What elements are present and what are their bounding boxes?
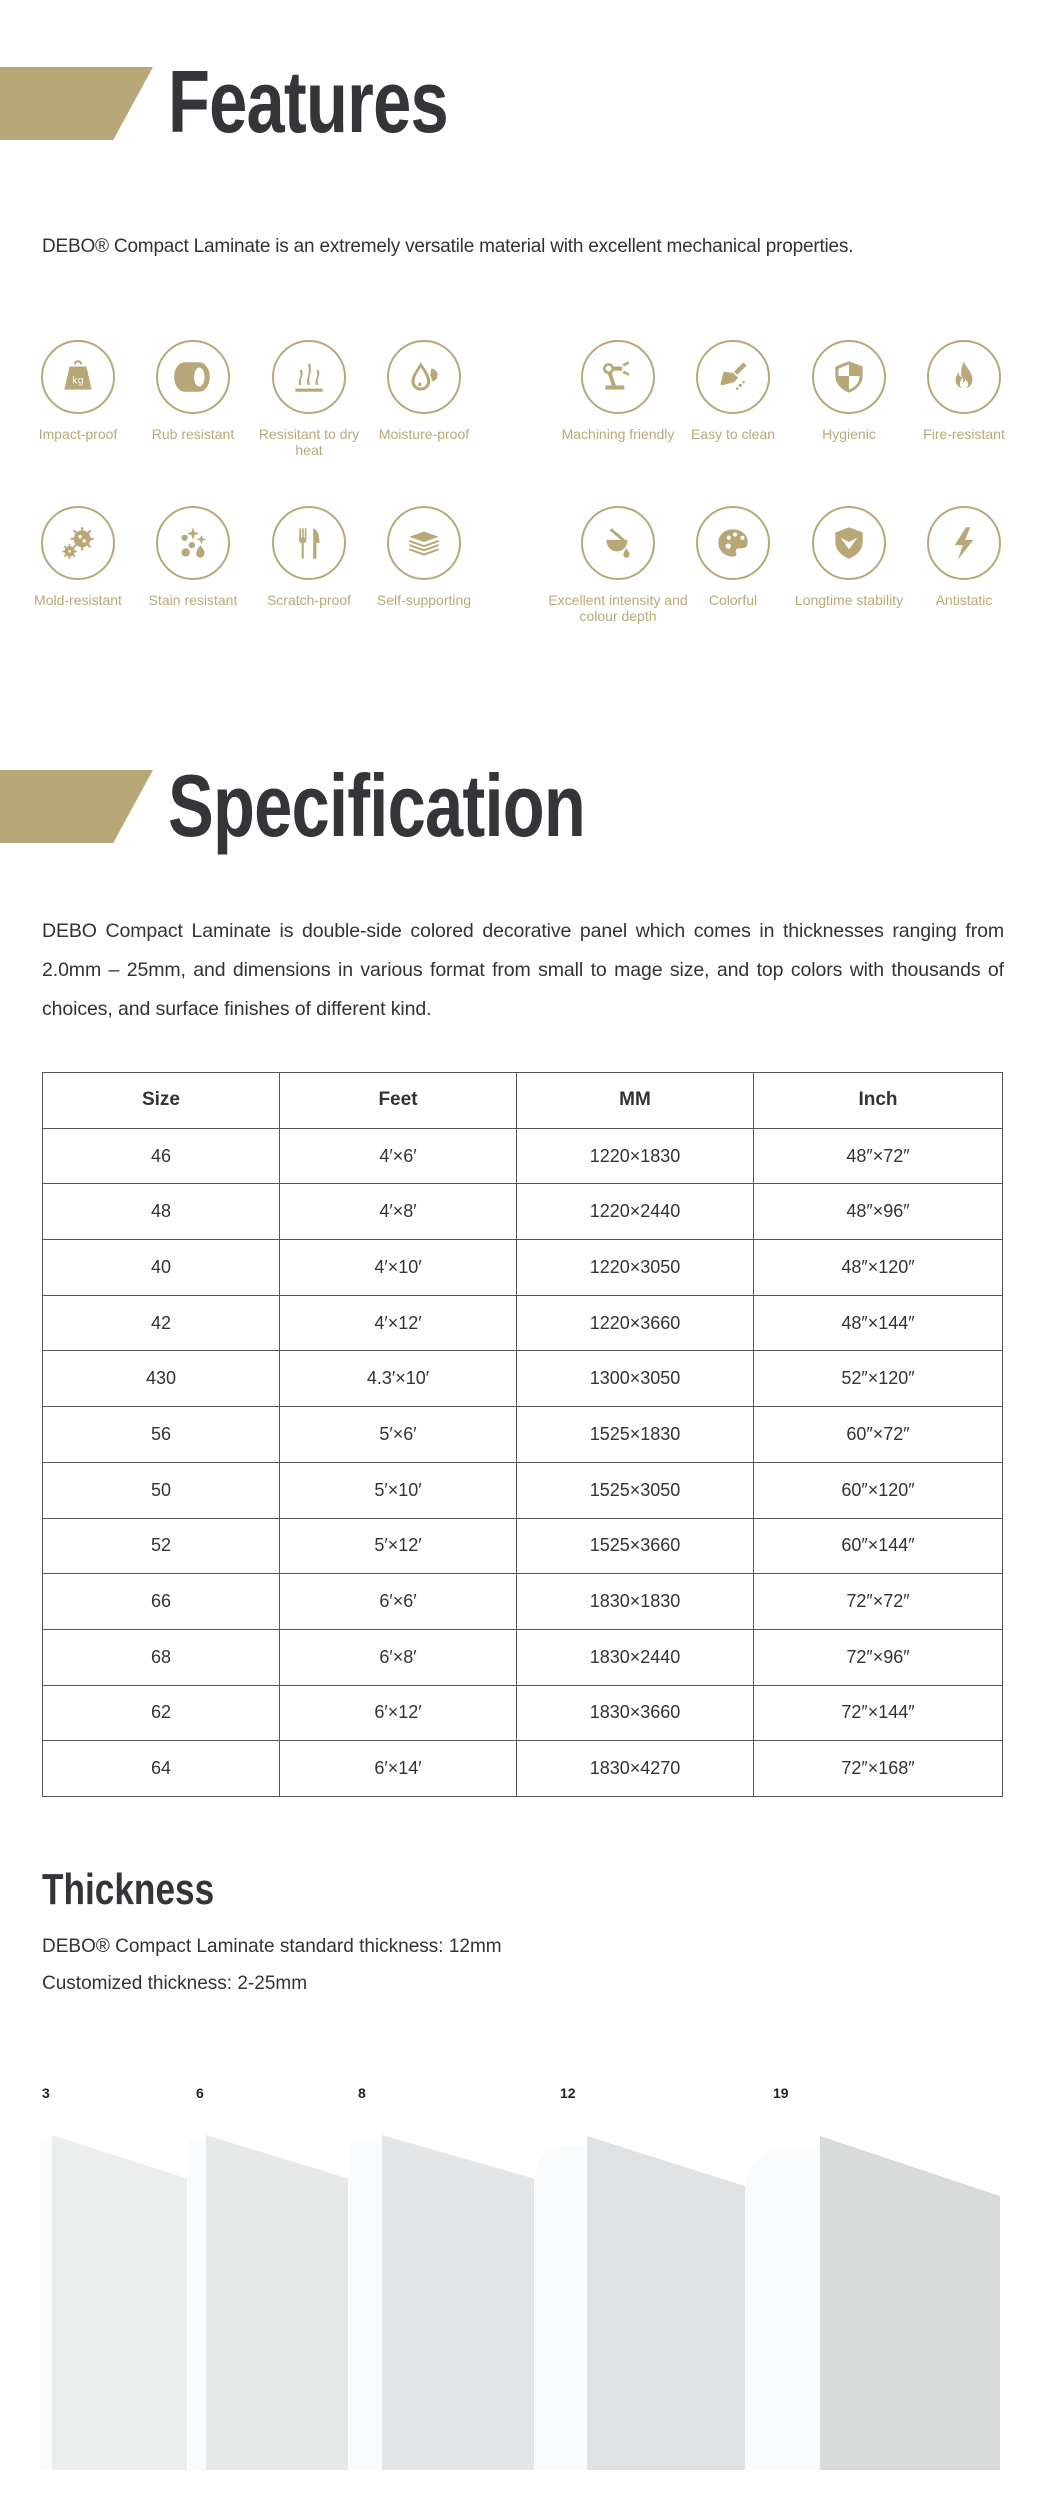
cell-feet: 4.3′×10′ bbox=[280, 1351, 517, 1407]
feature-mold-resistant bbox=[13, 506, 143, 608]
heat-waves-icon bbox=[288, 356, 330, 398]
header-inch: Inch bbox=[754, 1073, 1003, 1129]
cell-mm: 1300×3050 bbox=[517, 1351, 754, 1407]
cell-size: 430 bbox=[43, 1351, 280, 1407]
cell-mm: 1220×2440 bbox=[517, 1184, 754, 1240]
header-feet: Feet bbox=[280, 1073, 517, 1129]
feature-label: Rub resistant bbox=[151, 426, 235, 442]
lightning-icon bbox=[943, 522, 985, 564]
cell-size: 46 bbox=[43, 1128, 280, 1184]
cell-mm: 1830×2440 bbox=[517, 1629, 754, 1685]
feature-self-supporting bbox=[359, 506, 489, 608]
cell-mm: 1220×3660 bbox=[517, 1295, 754, 1351]
features-title: Features bbox=[168, 52, 448, 151]
cell-feet: 5′×12′ bbox=[280, 1518, 517, 1574]
header-size: Size bbox=[43, 1073, 280, 1129]
mold-spores-icon bbox=[57, 522, 99, 564]
feature-fire-resistant bbox=[899, 340, 1029, 442]
cell-mm: 1525×3660 bbox=[517, 1518, 754, 1574]
cell-mm: 1220×1830 bbox=[517, 1128, 754, 1184]
cell-size: 42 bbox=[43, 1295, 280, 1351]
table-row bbox=[43, 1128, 1003, 1184]
water-drop-icon bbox=[403, 356, 445, 398]
feature-hygienic bbox=[784, 340, 914, 442]
feature-impact-proof bbox=[13, 340, 143, 442]
sample-edge bbox=[350, 2142, 382, 2470]
paint-bucket-icon bbox=[597, 522, 639, 564]
feature-label: Mold-resistant bbox=[34, 592, 122, 608]
cell-inch: 72″×168″ bbox=[754, 1741, 1003, 1797]
cell-feet: 6′×8′ bbox=[280, 1629, 517, 1685]
cell-inch: 72″×144″ bbox=[754, 1685, 1003, 1741]
cell-inch: 48″×96″ bbox=[754, 1184, 1003, 1240]
sample-label-19: 19 bbox=[773, 2085, 789, 2101]
feature-label: Moisture-proof bbox=[378, 426, 470, 442]
sample-label-8: 8 bbox=[358, 2085, 366, 2101]
cell-inch: 48″×120″ bbox=[754, 1240, 1003, 1296]
sample-edge bbox=[535, 2146, 587, 2470]
thickness-title: Thickness bbox=[42, 1865, 215, 1914]
feature-scratch-proof bbox=[244, 506, 374, 608]
feature-antistatic bbox=[899, 506, 1029, 608]
sample-panel-8 bbox=[382, 2135, 534, 2470]
cell-size: 52 bbox=[43, 1518, 280, 1574]
table-row bbox=[43, 1295, 1003, 1351]
flame-icon bbox=[943, 356, 985, 398]
cell-feet: 6′×14′ bbox=[280, 1741, 517, 1797]
feature-colour-depth bbox=[548, 506, 688, 624]
cell-feet: 5′×6′ bbox=[280, 1407, 517, 1463]
feature-moisture-proof bbox=[359, 340, 489, 442]
cell-size: 50 bbox=[43, 1462, 280, 1518]
shield-icon bbox=[828, 356, 870, 398]
feature-label: Easy to clean bbox=[690, 426, 776, 442]
sample-edge bbox=[745, 2148, 820, 2470]
cell-inch: 48″×72″ bbox=[754, 1128, 1003, 1184]
cell-inch: 60″×72″ bbox=[754, 1407, 1003, 1463]
cell-feet: 4′×6′ bbox=[280, 1128, 517, 1184]
cell-feet: 4′×8′ bbox=[280, 1184, 517, 1240]
specification-paragraph: DEBO Compact Laminate is double-side colored decorative panel which comes in thicknesses ranging from 2.0mm – 25mm, and dimensions in various format from small to mage size, and top colors with thousands of choices, and surface finishes of different kind. bbox=[42, 920, 1004, 1020]
feature-longtime-stability bbox=[784, 506, 914, 608]
feature-label: Scratch-proof bbox=[266, 592, 352, 608]
feature-label: Longtime stability bbox=[794, 592, 904, 608]
table-row bbox=[43, 1407, 1003, 1463]
cell-inch: 48″×144″ bbox=[754, 1295, 1003, 1351]
sample-label-6: 6 bbox=[196, 2085, 204, 2101]
customized-thickness: Customized thickness: 2-25mm bbox=[42, 1973, 308, 1994]
feature-label: Hygienic bbox=[822, 426, 876, 442]
sample-label-3: 3 bbox=[42, 2085, 50, 2101]
features-accent-banner bbox=[0, 67, 153, 140]
feature-stain-resistant bbox=[128, 506, 258, 608]
feature-label: Resisitant to dry heat bbox=[258, 426, 360, 458]
table-row bbox=[43, 1351, 1003, 1407]
table-header-row bbox=[43, 1073, 1003, 1129]
sample-panel-3 bbox=[52, 2135, 187, 2470]
table-row bbox=[43, 1518, 1003, 1574]
feature-machining-friendly bbox=[553, 340, 683, 442]
sample-edge bbox=[188, 2140, 206, 2470]
cell-mm: 1830×4270 bbox=[517, 1741, 754, 1797]
cell-size: 66 bbox=[43, 1574, 280, 1630]
cell-size: 68 bbox=[43, 1629, 280, 1685]
weight-kg-icon bbox=[57, 356, 99, 398]
broom-icon bbox=[712, 356, 754, 398]
feature-colorful bbox=[668, 506, 798, 608]
specification-title: Specification bbox=[168, 756, 586, 855]
cell-size: 56 bbox=[43, 1407, 280, 1463]
svg-text:kg: kg bbox=[72, 375, 84, 387]
features-intro: DEBO® Compact Laminate is an extremely versatile material with excellent mechanical properties. bbox=[42, 236, 854, 257]
cell-inch: 72″×96″ bbox=[754, 1629, 1003, 1685]
cell-size: 48 bbox=[43, 1184, 280, 1240]
sample-edge bbox=[40, 2140, 52, 2470]
cell-mm: 1830×3660 bbox=[517, 1685, 754, 1741]
cell-feet: 4′×10′ bbox=[280, 1240, 517, 1296]
sample-panel-6 bbox=[206, 2135, 348, 2470]
feature-label: Self-supporting bbox=[376, 592, 472, 608]
cell-feet: 6′×12′ bbox=[280, 1685, 517, 1741]
shield-check-icon bbox=[828, 522, 870, 564]
table-row bbox=[43, 1685, 1003, 1741]
table-row bbox=[43, 1462, 1003, 1518]
cell-inch: 72″×72″ bbox=[754, 1574, 1003, 1630]
cell-inch: 60″×120″ bbox=[754, 1462, 1003, 1518]
standard-thickness: DEBO® Compact Laminate standard thickness: 12mm bbox=[42, 1936, 502, 1957]
cell-mm: 1220×3050 bbox=[517, 1240, 754, 1296]
table-row bbox=[43, 1574, 1003, 1630]
table-row bbox=[43, 1184, 1003, 1240]
sample-label-12: 12 bbox=[560, 2085, 576, 2101]
cell-mm: 1830×1830 bbox=[517, 1574, 754, 1630]
robot-arm-icon bbox=[597, 356, 639, 398]
cell-mm: 1525×1830 bbox=[517, 1407, 754, 1463]
size-table bbox=[42, 1072, 1003, 1797]
sparkle-drops-icon bbox=[172, 522, 214, 564]
sample-panel-19 bbox=[820, 2136, 1000, 2470]
sample-panel-12 bbox=[587, 2136, 745, 2470]
cell-inch: 52″×120″ bbox=[754, 1351, 1003, 1407]
table-row bbox=[43, 1240, 1003, 1296]
feature-rub-resistant bbox=[128, 340, 258, 442]
tire-icon bbox=[172, 356, 214, 398]
cell-feet: 5′×10′ bbox=[280, 1462, 517, 1518]
feature-label: Impact-proof bbox=[38, 426, 118, 442]
feature-label: Fire-resistant bbox=[923, 426, 1005, 442]
feature-label: Excellent intensity and colour depth bbox=[548, 592, 688, 624]
stacked-layers-icon bbox=[403, 522, 445, 564]
table-row bbox=[43, 1741, 1003, 1797]
fork-knife-icon bbox=[288, 522, 330, 564]
feature-label: Antistatic bbox=[935, 592, 993, 608]
feature-label: Colorful bbox=[708, 592, 758, 608]
thickness-samples bbox=[0, 2080, 1042, 2480]
palette-icon bbox=[712, 522, 754, 564]
cell-feet: 4′×12′ bbox=[280, 1295, 517, 1351]
feature-label: Machining friendly bbox=[561, 426, 675, 442]
table-row bbox=[43, 1629, 1003, 1685]
cell-size: 62 bbox=[43, 1685, 280, 1741]
cell-size: 64 bbox=[43, 1741, 280, 1797]
features-grid bbox=[0, 340, 1042, 650]
cell-feet: 6′×6′ bbox=[280, 1574, 517, 1630]
spec-accent-banner bbox=[0, 770, 153, 843]
feature-easy-to-clean bbox=[668, 340, 798, 442]
cell-size: 40 bbox=[43, 1240, 280, 1296]
cell-mm: 1525×3050 bbox=[517, 1462, 754, 1518]
header-mm: MM bbox=[517, 1073, 754, 1129]
feature-dry-heat bbox=[244, 340, 374, 458]
cell-inch: 60″×144″ bbox=[754, 1518, 1003, 1574]
feature-label: Stain resistant bbox=[148, 592, 238, 608]
